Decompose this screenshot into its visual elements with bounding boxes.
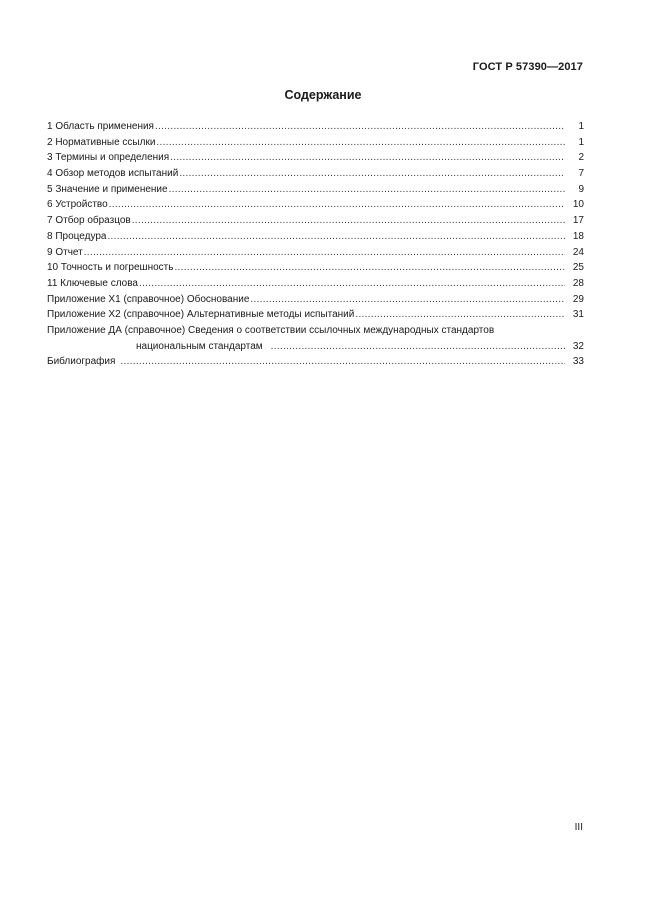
toc-entry-page: 10 bbox=[572, 199, 584, 211]
toc-leader-dots bbox=[271, 339, 565, 355]
toc-entry[interactable] bbox=[47, 292, 584, 308]
toc-entry[interactable] bbox=[47, 276, 584, 292]
toc-entry-label: 5 Значение и применение bbox=[47, 183, 168, 195]
toc-entry[interactable] bbox=[47, 245, 584, 261]
toc-entry-label: 11 Ключевые слова bbox=[47, 277, 138, 289]
toc-entry-page: 18 bbox=[572, 230, 584, 242]
toc-entry[interactable] bbox=[47, 119, 584, 135]
toc-entry-page: 1 bbox=[578, 136, 584, 148]
toc-entry-page: 7 bbox=[578, 168, 584, 180]
toc-entry-page: 33 bbox=[572, 356, 584, 368]
toc-leader-dots bbox=[170, 150, 565, 166]
toc-entry[interactable] bbox=[47, 307, 584, 323]
toc-entry-page: 9 bbox=[578, 183, 584, 195]
toc-entry-label: 1 Область применения bbox=[47, 121, 154, 132]
page-number: III bbox=[574, 822, 583, 833]
toc-entry-label: 7 Отбор образцов bbox=[47, 215, 131, 227]
toc-leader-dots bbox=[174, 260, 565, 276]
toc-leader-dots bbox=[250, 292, 565, 308]
toc-entry-label: 4 Обзор методов испытаний bbox=[47, 168, 179, 180]
toc-leader-dots bbox=[107, 229, 565, 245]
toc-entry[interactable] bbox=[47, 135, 584, 151]
toc-entry-label: Приложение ДА (справочное) Сведения о соответствии ссылочных международных стандартов bbox=[47, 324, 495, 336]
toc-entry-label-continued: национальным стандартам bbox=[136, 340, 263, 352]
toc-entry-label: 2 Нормативные ссылки bbox=[47, 136, 156, 148]
toc-entry[interactable] bbox=[47, 260, 584, 276]
toc-entry[interactable] bbox=[47, 213, 584, 229]
toc-entry-page: 31 bbox=[572, 309, 584, 321]
toc-leader-dots bbox=[84, 245, 565, 261]
document-code: ГОСТ Р 57390—2017 bbox=[472, 61, 583, 73]
toc-leader-dots bbox=[355, 307, 565, 323]
toc-entry[interactable] bbox=[47, 182, 584, 198]
toc-entry-label: Приложение Х2 (справочное) Альтернативные методы испытаний bbox=[47, 309, 355, 321]
toc-entry-page: 28 bbox=[572, 277, 584, 289]
toc-leader-dots bbox=[132, 213, 565, 229]
toc-entry[interactable] bbox=[47, 354, 584, 370]
toc-entry-page: 29 bbox=[572, 293, 584, 305]
toc-entry-label: Приложение Х1 (справочное) Обоснование bbox=[47, 293, 250, 305]
toc-entry-label: 6 Устройство bbox=[47, 199, 108, 211]
toc-entry[interactable] bbox=[47, 197, 584, 213]
toc-entry-page: 24 bbox=[572, 246, 584, 258]
toc-leader-dots bbox=[155, 119, 565, 135]
toc-entry-page: 25 bbox=[572, 262, 584, 274]
toc-entry[interactable] bbox=[47, 323, 584, 354]
toc-entry-page: 2 bbox=[578, 152, 584, 164]
toc-entry[interactable] bbox=[47, 229, 584, 245]
toc-entry-label: 9 Отчет bbox=[47, 246, 83, 258]
toc-entry-label: Библиография bbox=[47, 356, 116, 368]
toc-entry[interactable] bbox=[47, 150, 584, 166]
toc-entry-page: 17 bbox=[572, 215, 584, 227]
toc-leader-dots bbox=[179, 166, 565, 182]
toc-leader-dots bbox=[109, 197, 565, 213]
toc-entry-label: 8 Процедура bbox=[47, 230, 107, 242]
toc-entry[interactable] bbox=[47, 166, 584, 182]
table-of-contents bbox=[47, 119, 584, 370]
toc-entry-label: 3 Термины и определения bbox=[47, 152, 170, 164]
toc-entry-label: 10 Точность и погрешность bbox=[47, 262, 174, 274]
toc-title: Содержание bbox=[284, 88, 362, 102]
toc-leader-dots bbox=[169, 182, 565, 198]
toc-entry-page: 32 bbox=[572, 340, 584, 352]
toc-leader-dots bbox=[120, 354, 565, 370]
toc-entry-page: 1 bbox=[578, 121, 584, 132]
toc-leader-dots bbox=[156, 135, 565, 151]
toc-leader-dots bbox=[139, 276, 565, 292]
